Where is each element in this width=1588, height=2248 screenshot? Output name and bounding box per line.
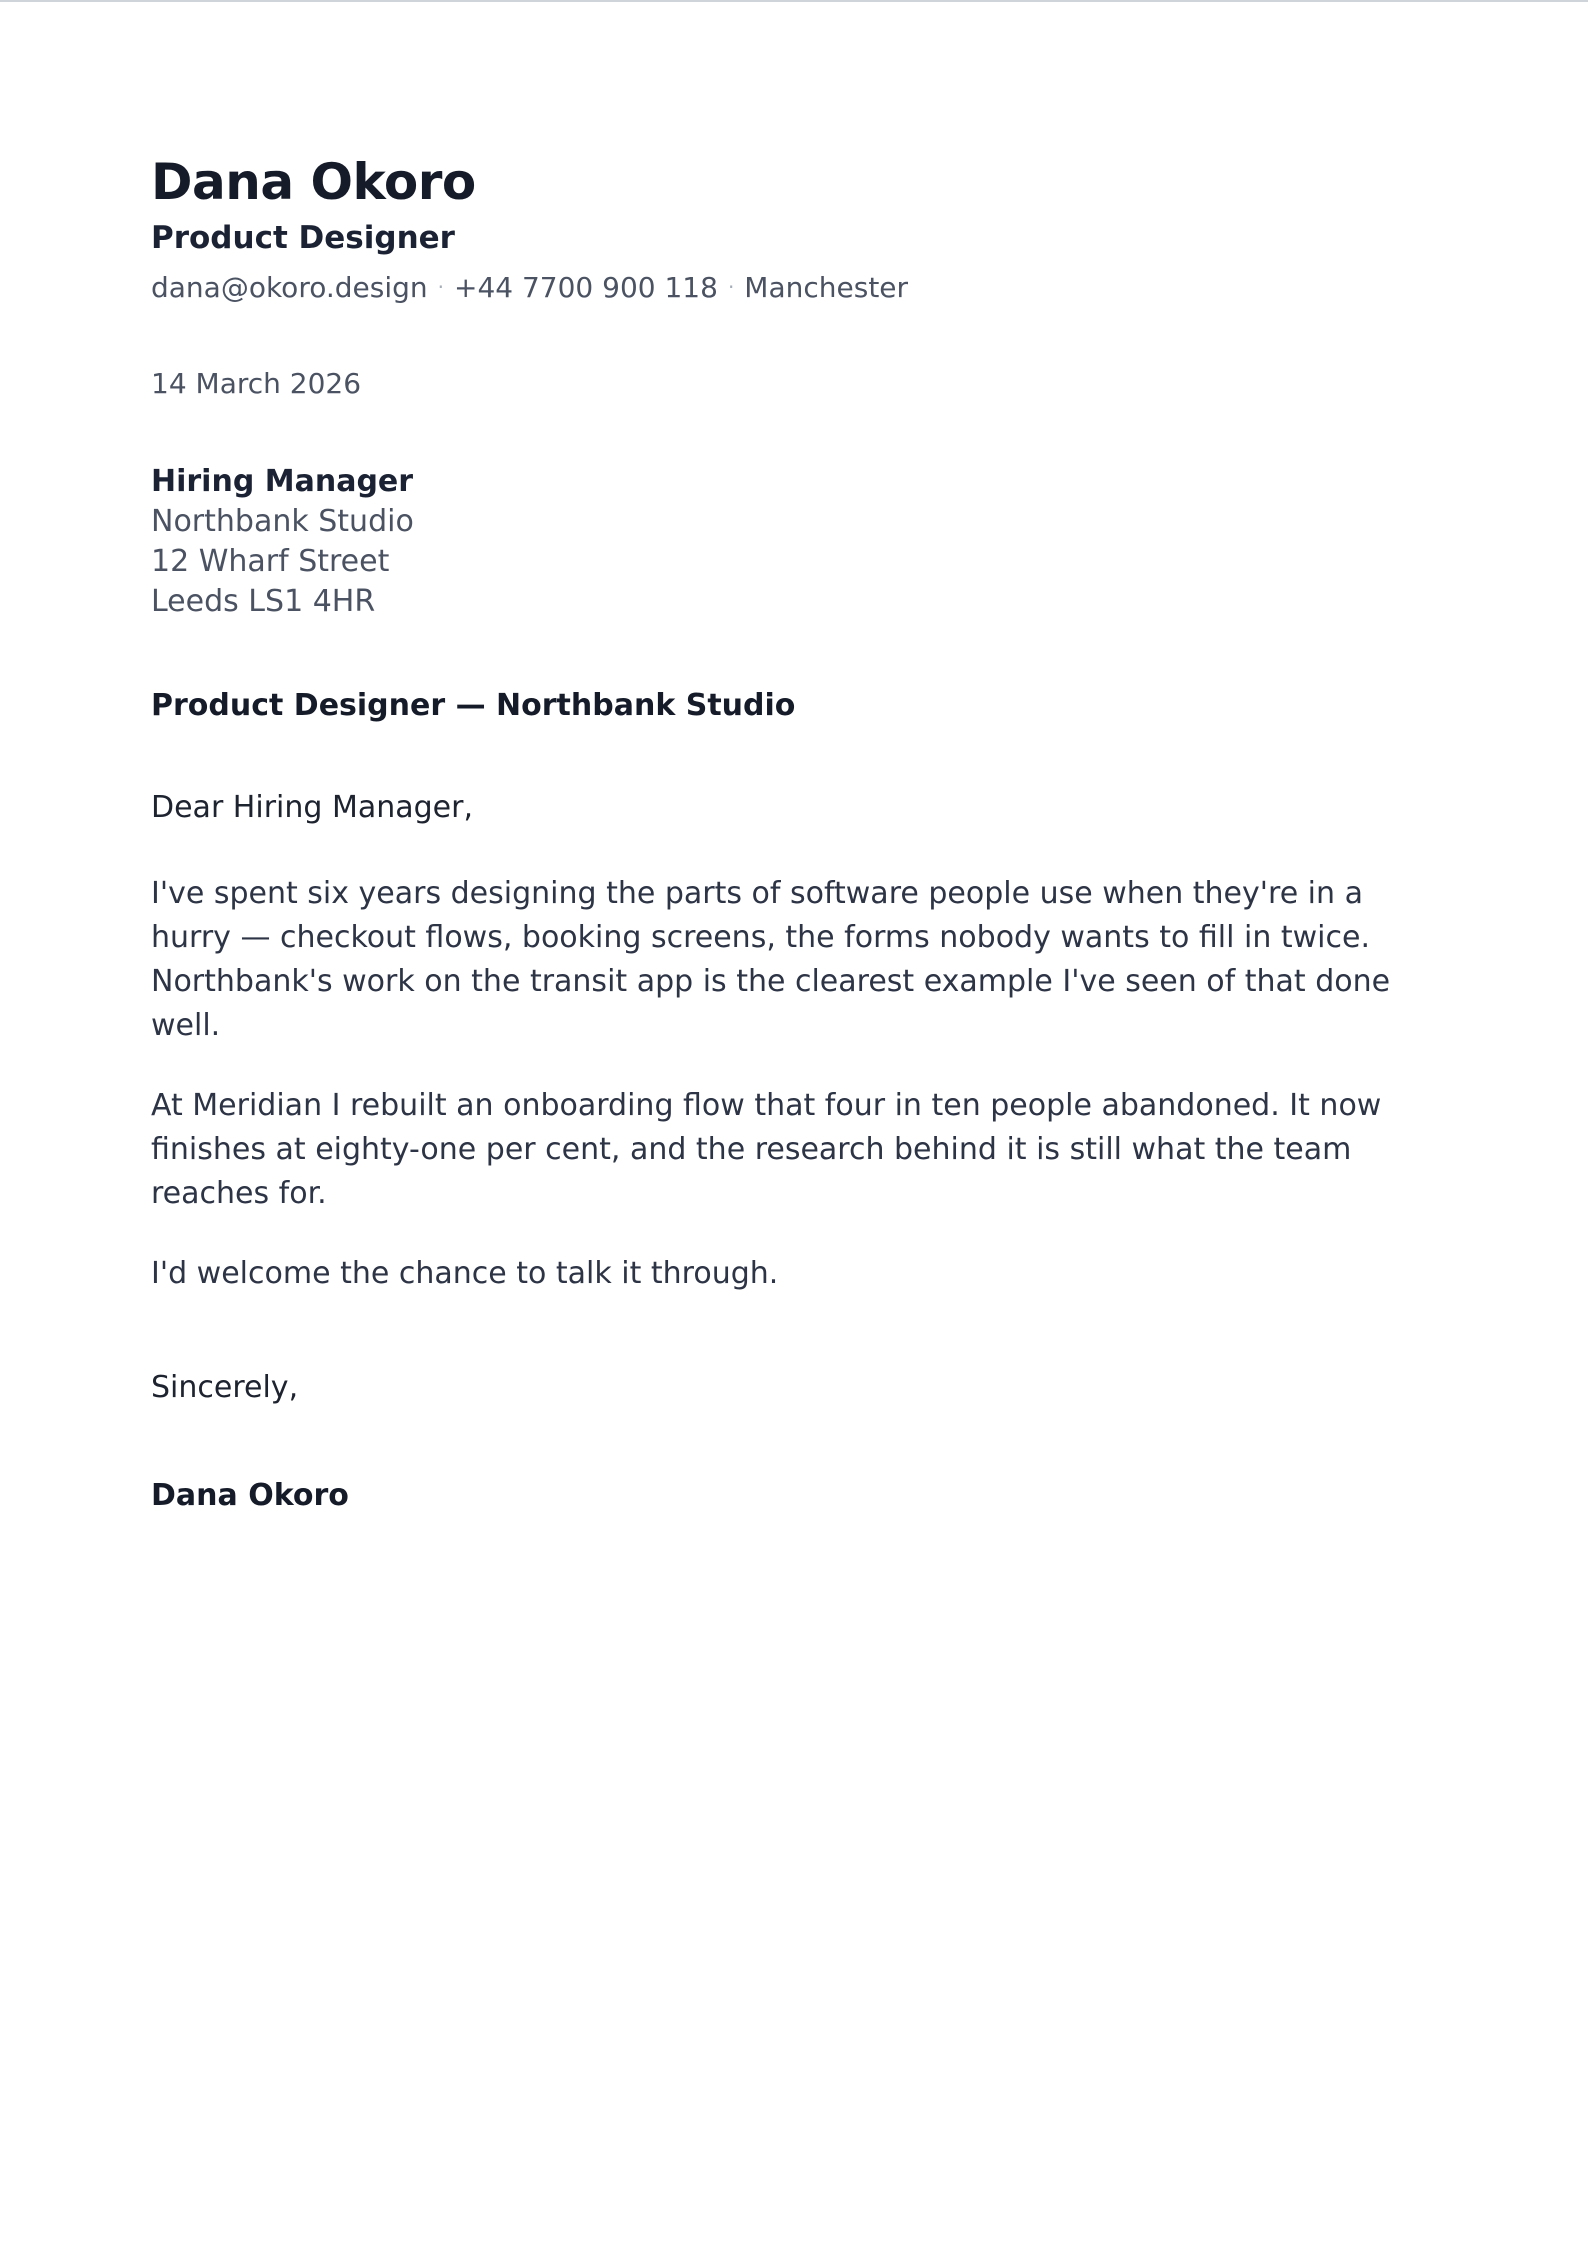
sender-title: Product Designer	[151, 220, 455, 256]
contact-separator: ·	[727, 275, 735, 299]
recipient-company: Northbank Studio	[151, 504, 414, 539]
sender-phone: +44 7700 900 118	[454, 271, 718, 304]
letter-header	[151, 146, 1441, 310]
contact-separator: ·	[437, 275, 444, 299]
letter-subject: Product Designer — Northbank Studio	[151, 688, 796, 723]
contact-line	[151, 268, 1441, 310]
recipient-role: Hiring Manager	[151, 464, 414, 499]
sender-city: Manchester	[744, 271, 909, 304]
body-paragraph: I'd welcome the chance to talk it through.	[151, 1256, 779, 1291]
sender-name: Dana Okoro	[151, 153, 476, 211]
salutation: Dear Hiring Manager,	[151, 790, 474, 825]
cover-letter	[151, 146, 1441, 1516]
signature: Dana Okoro	[151, 1478, 349, 1513]
body-paragraph: I've spent six years designing the parts of software people use when they're in a hurry — checkout flows, booking screens, the forms nobody wants to fill in twice. Northbank's work on the transit app is the clearest example I've seen of that done well.	[151, 876, 1391, 1043]
sender-email: dana@okoro.design	[151, 271, 428, 304]
body-paragraph: At Meridian I rebuilt an onboarding flow that four in ten people abandoned. It now finishes at eighty-one per cent, and the research behind it is still what the team reaches for.	[151, 1088, 1382, 1211]
recipient-block	[151, 462, 1441, 622]
recipient-city: Leeds LS1 4HR	[151, 584, 376, 619]
recipient-street: 12 Wharf Street	[151, 544, 390, 579]
letter-date: 14 March 2026	[151, 367, 362, 400]
closing: Sincerely,	[151, 1370, 299, 1405]
top-border	[0, 0, 1588, 2]
